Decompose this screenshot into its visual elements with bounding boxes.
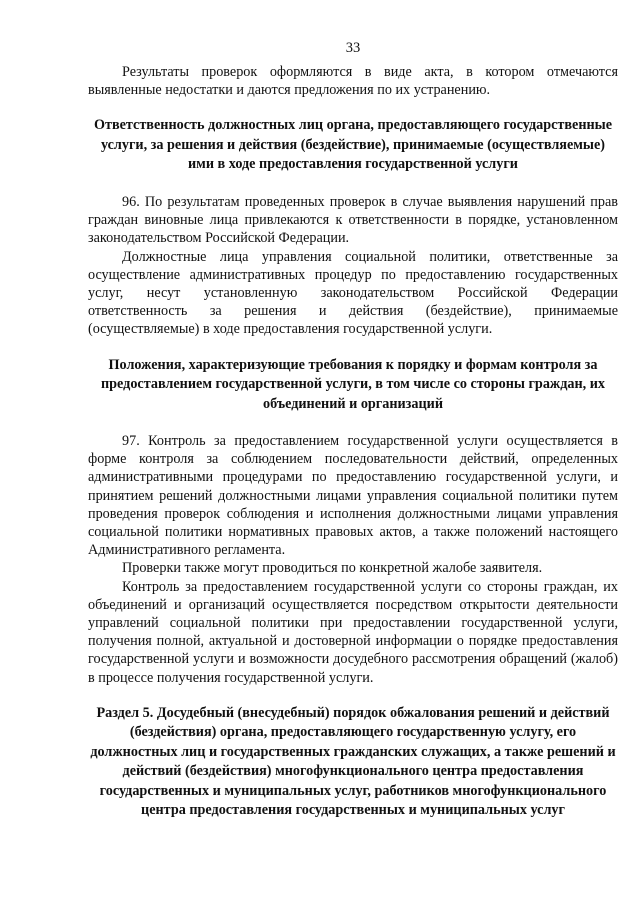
- spacer: [88, 339, 618, 356]
- spacer: [88, 687, 618, 704]
- responsibility-paragraph: Должностные лица управления социальной политики, ответственные за осуществление административных процедур по предоставлению государственных услуг, несут установленную законодательством Российской Федерации ответственность за решения и действия (бездействие), принимаемые (осуществляемые) в ходе предоставления государственной услуги.: [88, 248, 618, 338]
- section-5-heading: Раздел 5. Досудебный (внесудебный) порядок обжалования решений и действий (бездействия) органа, предоставляющего государственную услугу, его должностных лиц и государственных гражданских служащих, а также решений и действий (бездействия) многофункционального центра предоставления государственных и муниципальных услуг, работников многофункционального центра предоставления государственных и муниципальных услуг: [90, 704, 616, 819]
- spacer: [88, 414, 618, 432]
- spacer: [88, 175, 618, 193]
- responsibility-heading: Ответственность должностных лиц органа, предоставляющего государственные услуги, за решения и действия (бездействие), принимаемые (осуществляемые) ими в ходе предоставления государственной услуги: [93, 117, 613, 173]
- complaint-inspection-paragraph: Проверки также могут проводиться по конкретной жалобе заявителя.: [122, 560, 543, 577]
- control-heading: Положения, характеризующие требования к порядку и формам контроля за предоставлением государственной услуги, в том числе со стороны граждан, их объединений и организаций: [100, 356, 606, 412]
- document-page: [88, 40, 618, 821]
- intro-paragraph: Результаты проверок оформляются в виде акта, в котором отмечаются выявленные недостатки и даются предложения по их устранению.: [88, 64, 618, 99]
- citizen-control-paragraph: Контроль за предоставлением государственной услуги со стороны граждан, их объединений и организаций осуществляется посредством открытости деятельности управлений социальной политики при предоставлении государственной услуги, получения полной, актуальной и достоверной информации о порядке предоставления государственной услуги и возможности досудебного рассмотрения обращений (жалоб) в процессе получения государственной услуги.: [88, 578, 618, 686]
- spacer: [88, 99, 618, 116]
- paragraph-97: 97. Контроль за предоставлением государственной услуги осуществляется в форме контроля за соблюдением последовательности действий, определенных административными процедурами по предоставлению государственной услуги, и принятием решений должностными лицами управления социальной политики путем проведения проверок соблюдения и исполнения должностными лицами управления социальной политики нормативных правовых актов, а также положений настоящего Административного регламента.: [88, 433, 618, 559]
- page-number: 33: [345, 40, 361, 56]
- paragraph-96: 96. По результатам проведенных проверок в случае выявления нарушений прав граждан виновные лица привлекаются к ответственности в порядке, установленном законодательством Российской Федерации.: [88, 193, 618, 247]
